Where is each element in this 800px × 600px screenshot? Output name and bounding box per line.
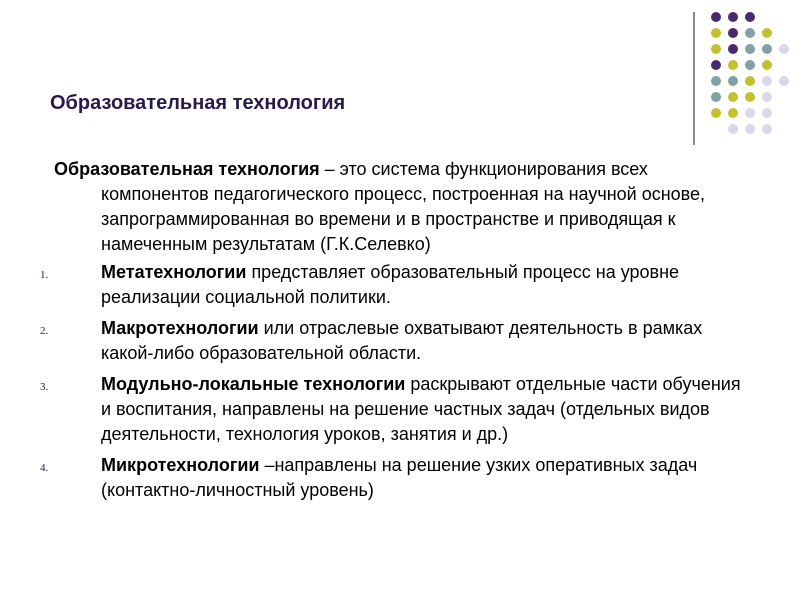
definition-paragraph bbox=[54, 157, 754, 257]
list-item bbox=[40, 316, 754, 366]
decor-dot bbox=[745, 76, 755, 86]
decor-dot bbox=[728, 124, 738, 134]
decor-dot bbox=[728, 76, 738, 86]
list-number: 4. bbox=[40, 462, 49, 474]
list-item bbox=[40, 260, 754, 310]
decor-dot bbox=[779, 76, 789, 86]
list-item-term: Макротехнологии bbox=[101, 318, 259, 338]
decor-dot bbox=[745, 124, 755, 134]
list-item-text: раскрывают отдельные части обучения и воспитания, направлены на решение частных задач (отдельных видов деятельности, технология уроков, занятия и др.) bbox=[101, 374, 741, 444]
decor-dot bbox=[728, 44, 738, 54]
decor-dot bbox=[745, 28, 755, 38]
decor-dot bbox=[711, 92, 721, 102]
decor-dot bbox=[728, 108, 738, 118]
decor-dot bbox=[779, 44, 789, 54]
decor-dot bbox=[711, 60, 721, 70]
list-item-text: –направлены на решение узких оперативных задач (контактно-личностный уровень) bbox=[101, 455, 698, 500]
decor-dot bbox=[728, 12, 738, 22]
decor-dot bbox=[762, 92, 772, 102]
list-item-term: Микротехнологии bbox=[101, 455, 260, 475]
decor-dot bbox=[728, 28, 738, 38]
list-number: 1. bbox=[40, 269, 49, 281]
decor-dot bbox=[762, 28, 772, 38]
list-item bbox=[40, 372, 754, 447]
decor-dot bbox=[762, 108, 772, 118]
decor-dot bbox=[711, 44, 721, 54]
page-title: Образовательная технология bbox=[50, 92, 346, 114]
decor-dot bbox=[745, 12, 755, 22]
list-item-term: Модульно-локальные технологии bbox=[101, 374, 406, 394]
decor-dot bbox=[711, 108, 721, 118]
list-item bbox=[40, 453, 754, 503]
definition-text: – это система функционирования всех компонентов педагогического процесс, построенная на научной основе, запрограммированная во времени и в пространстве и приводящая к намеченным результатам (Г.К.Селевко) bbox=[101, 159, 706, 254]
decor-dot bbox=[745, 92, 755, 102]
decor-dot bbox=[711, 12, 721, 22]
slide-body bbox=[40, 157, 754, 509]
decor-dot bbox=[762, 44, 772, 54]
decor-dot bbox=[762, 60, 772, 70]
list-number: 3. bbox=[40, 381, 49, 393]
list-item-text: или отраслевые охватывают деятельность в рамках какой-либо образовательной области. bbox=[101, 318, 703, 363]
decor-dot bbox=[762, 76, 772, 86]
decor-dot bbox=[711, 76, 721, 86]
decor-dot bbox=[728, 60, 738, 70]
decor-dot bbox=[728, 92, 738, 102]
decor-dot-grid bbox=[0, 0, 800, 160]
decor-dot bbox=[745, 60, 755, 70]
definition-term: Образовательная технология bbox=[54, 159, 320, 179]
decor-dot bbox=[762, 124, 772, 134]
decor-dot bbox=[711, 28, 721, 38]
list-item-text: представляет образовательный процесс на уровне реализации социальной политики. bbox=[101, 262, 680, 307]
list-number: 2. bbox=[40, 325, 49, 337]
decor-dot bbox=[745, 44, 755, 54]
decor-dot bbox=[745, 108, 755, 118]
list-item-term: Метатехнологии bbox=[101, 262, 247, 282]
